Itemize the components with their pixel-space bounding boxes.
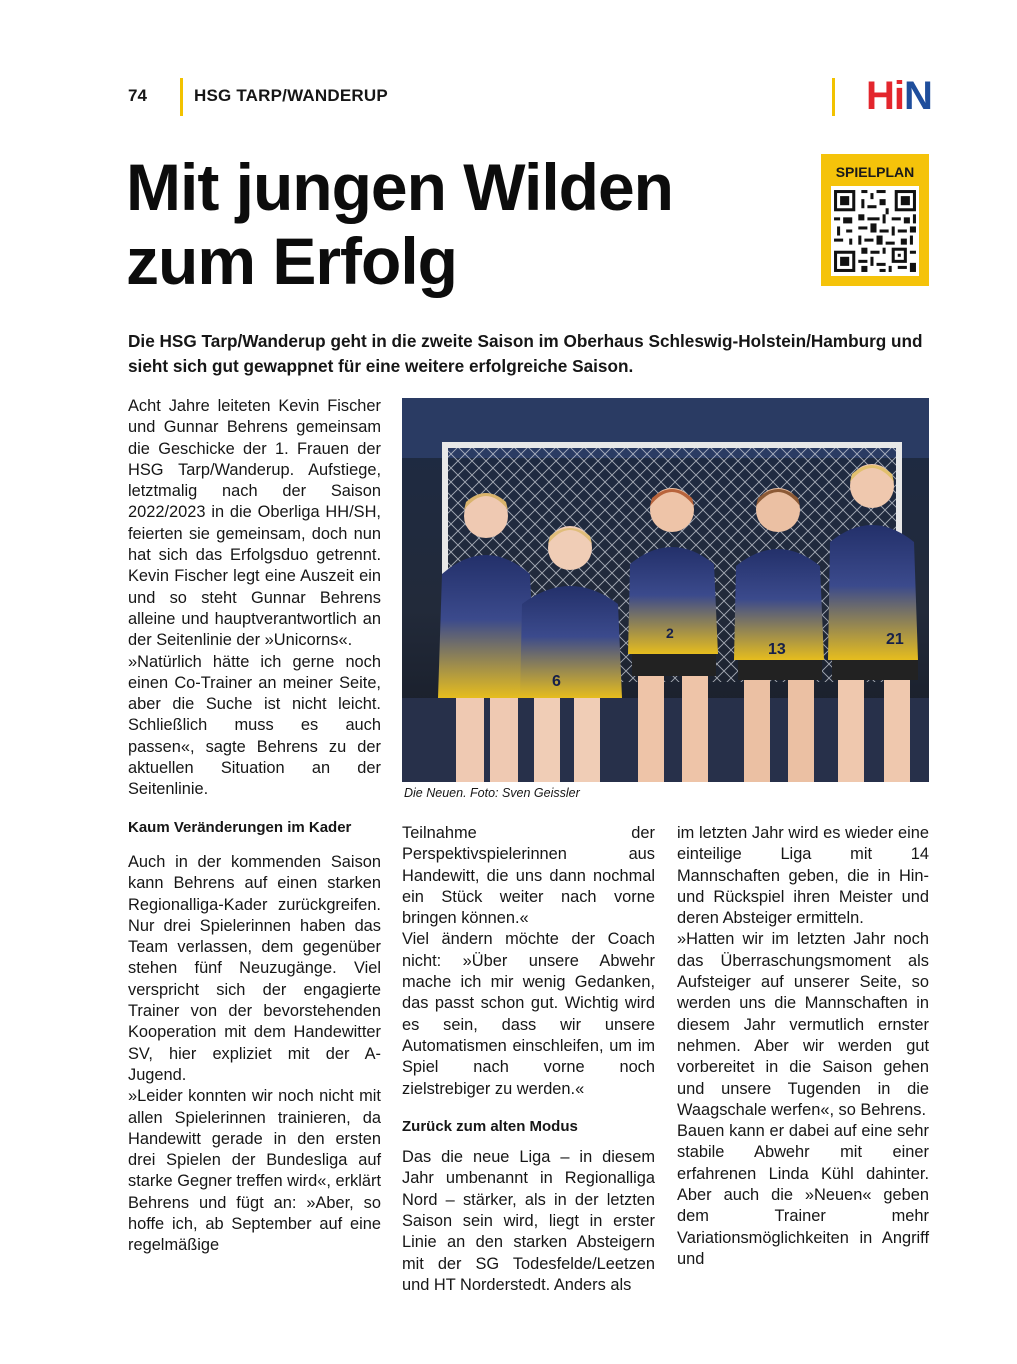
lead-paragraph: Die HSG Tarp/Wanderup geht in die zweite Saison im Oberhaus Schleswig-Holstein/Hamburg und sieht sich gut gewappnet für eine weitere erfolgreiche Saison. [128, 331, 923, 376]
col1-paragraph-2: »Natürlich hätte ich gerne noch einen Co-Trainer an meiner Seite, aber die Suche ist nicht leicht. Schließlich muss es auch passen«, sagte Behrens zu der aktuellen Situation an der Seitenlinie. [128, 652, 381, 799]
team-photo [402, 398, 929, 782]
section-title: HSG TARP/WANDERUP [194, 86, 388, 105]
logo-divider [832, 78, 835, 116]
col2-paragraph-3: Das die neue Liga – in diesem Jahr umbenannt in Regionalliga Nord – stärker, als in der letzten Saison sein wird, liegt in erster Linie an den starken Absteigern mit der SG Todesfelde/Leetzen und HT Norderstedt. Anders als [402, 1148, 655, 1294]
headline [126, 150, 806, 298]
hin-logo: HiN [866, 74, 932, 118]
col3-paragraph-3: Bauen kann er dabei auf eine sehr stabile Abwehr mit einer erfahrenen Linda Kühl dahinter. Aber auch die »Neuen« geben dem Trainer mehr Variationsmöglichkeiten in Angriff und [677, 1122, 929, 1268]
qr-code[interactable] [831, 186, 919, 276]
col2-paragraph-2: Viel ändern möchte der Coach nicht: »Über unsere Abwehr mache ich mir wenig Gedanken, das passt schon gut. Wichtig wird es sein, dass wir unsere Automatismen einschleifen, um im Spiel nach vorne noch zielstrebiger zu werden.« [402, 930, 655, 1098]
col3-paragraph-1: im letzten Jahr wird es wieder eine einteilige Liga mit 14 Mannschaften geben, die in Hin- und Rückspiel ihren Meister und deren Absteiger ermitteln. [677, 824, 929, 928]
col2-paragraph-1: Teilnahme der Perspektivspielerinnen aus Handewitt, die uns dann nochmal ein Stück weiter nach vorne bringen können.« [402, 824, 655, 928]
jersey-number-2: 2 [666, 625, 674, 641]
article-column-1 [128, 396, 381, 1257]
photo-caption: Die Neuen. Foto: Sven Geissler [404, 786, 580, 800]
col1-paragraph-4: »Leider konnten wir noch nicht mit allen Spielerinnen trainieren, da Handewitt gerade in den ersten drei Spielen der Bundesliga auf starke Gegner treffen wird«, erklärt Behrens und fügt an: »Aber, so hoffe ich, ab September auf eine regelmäßige [128, 1087, 381, 1255]
col3-paragraph-2: »Hatten wir im letzten Jahr noch das Überraschungsmoment als Aufsteiger auf unserer Seite, so werden uns die Mannschaften in diesem Jahr vermutlich ernster nehmen. Aber wir werden gut vorbereitet in die Saison gehen und unsere Tugenden in die Waagschale werfen«, so Behrens. [677, 930, 929, 1119]
team-photo-image [402, 398, 929, 782]
page-number: 74 [128, 86, 147, 105]
jersey-number-6: 6 [552, 673, 561, 690]
col1-subhead: Kaum Veränderungen im Kader [128, 818, 352, 836]
col2-subhead: Zurück zum alten Modus [402, 1117, 578, 1135]
qr-label: SPIELPLAN [835, 164, 915, 180]
jersey-number-13: 13 [768, 641, 786, 658]
article-column-3 [677, 823, 929, 1270]
qr-code-icon [831, 186, 919, 276]
spielplan-qr-box[interactable] [821, 154, 929, 286]
article-column-2 [402, 823, 655, 1296]
headline-line-2: zum Erfolg [126, 224, 457, 298]
col1-paragraph-3: Auch in der kommenden Saison kann Behrens auf einen starken Regionalliga-Kader zurückgreifen. Nur drei Spielerinnen haben das Team verlassen, dem gegenüber stehen fünf Neuzugänge. Viel verspricht sich der engagierte Trainer von der bevorstehenden Kooperation mit dem Handewitter SV, hier expliziet mit der A-Jugend. [128, 852, 381, 1084]
header-divider [180, 78, 183, 116]
jersey-number-21: 21 [886, 631, 904, 648]
col1-paragraph-1: Acht Jahre leiteten Kevin Fischer und Gunnar Behrens gemeinsam die Geschicke der 1. Frauen der HSG Tarp/Wanderup. Aufstiege, letztmalig nach der Saison 2022/2023 in die Oberliga HH/SH, feierten sie gemeinsam, doch nun hat sich das Erfolgsduo getrennt. Kevin Fischer legt eine Auszeit ein und so steht Gunnar Behrens alleine und hauptverantwortlich an der Seitenlinie der »Unicorns«. [128, 397, 381, 650]
headline-line-1: Mit jungen Wilden [126, 150, 673, 224]
